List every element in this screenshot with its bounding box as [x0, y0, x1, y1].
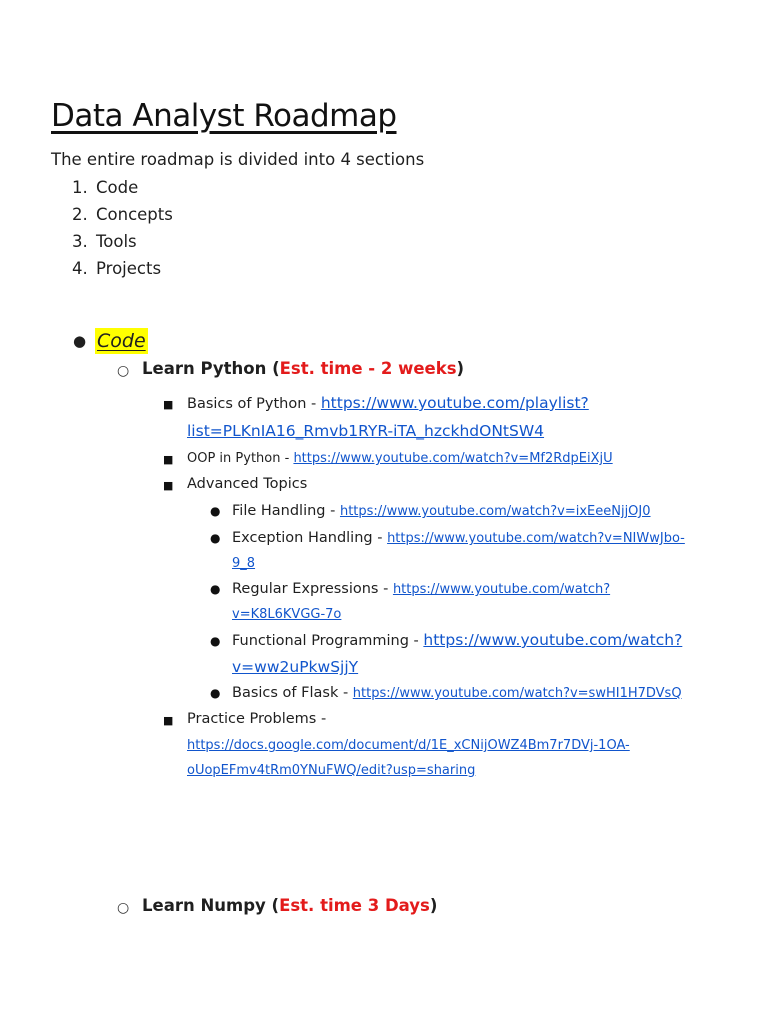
item-label: Basics of Flask -: [232, 685, 353, 701]
item-basics-of-flask: [232, 683, 682, 704]
basics-link-cont[interactable]: list=PLKnIA16_Rmvb1RYR-iTA_hzckhdONtSW4: [187, 422, 545, 440]
subheading-text: Learn Python (: [142, 359, 280, 378]
item-label: File Handling -: [232, 503, 340, 519]
item-file-handling: [232, 501, 651, 522]
subheading-learn-python: [142, 359, 464, 378]
circle-bullet-icon: ○: [117, 900, 130, 916]
estimate-time: Est. time - 2 weeks: [279, 359, 457, 378]
list-item: [72, 231, 173, 258]
list-label: Tools: [96, 232, 137, 251]
item-link-continuation: [187, 735, 630, 756]
dot-bullet-icon: ●: [210, 582, 221, 596]
exception-link-cont[interactable]: 9_8: [232, 556, 256, 571]
square-bullet-icon: ■: [163, 479, 174, 492]
subheading-close: ): [429, 896, 438, 915]
list-label: Code: [96, 178, 139, 197]
practice-link[interactable]: https://docs.google.com/document/d/1E_xCNijOWZ4Bm7r7DVj-1OA-: [187, 738, 630, 753]
item-link-continuation: [232, 553, 255, 574]
list-label: Projects: [96, 259, 162, 278]
section-heading-code: Code: [97, 330, 146, 352]
oop-link[interactable]: https://www.youtube.com/watch?v=Mf2RdpEiXjU: [293, 451, 613, 466]
item-link-continuation: [232, 604, 341, 625]
dot-bullet-icon: ●: [210, 686, 221, 700]
square-bullet-icon: ■: [163, 453, 174, 466]
item-regular-expressions: [232, 579, 610, 600]
intro-text: The entire roadmap is divided into 4 sections: [51, 150, 425, 169]
item-label: Exception Handling -: [232, 530, 388, 546]
circle-bullet-icon: ○: [117, 363, 130, 379]
dot-bullet-icon: ●: [210, 531, 221, 545]
item-link-continuation: [187, 421, 544, 442]
square-bullet-icon: ■: [163, 398, 174, 411]
item-basics-of-python: [187, 393, 589, 414]
item-link-continuation: [187, 760, 475, 781]
regex-link[interactable]: https://www.youtube.com/watch?: [392, 582, 611, 597]
item-exception-handling: [232, 528, 685, 549]
item-advanced-topics: Advanced Topics: [187, 476, 308, 492]
basics-link[interactable]: https://www.youtube.com/playlist?: [320, 394, 589, 412]
dot-bullet-icon: ●: [210, 504, 221, 518]
item-label: OOP in Python -: [187, 451, 294, 466]
list-number: 4.: [72, 259, 88, 278]
square-bullet-icon: ■: [163, 714, 174, 727]
exception-link[interactable]: https://www.youtube.com/watch?v=NIWwJbo-: [387, 531, 685, 546]
item-label: Regular Expressions -: [232, 581, 393, 597]
list-number: 1.: [72, 178, 88, 197]
item-link-continuation: [232, 657, 358, 678]
document-title: Data Analyst Roadmap: [51, 98, 397, 134]
flask-link[interactable]: https://www.youtube.com/watch?v=swHI1H7DVsQ: [352, 686, 682, 701]
subheading-close: ): [456, 359, 465, 378]
item-oop-python: [187, 449, 613, 469]
list-item: [72, 204, 173, 231]
dot-bullet-icon: ●: [210, 634, 221, 648]
item-practice-problems: Practice Problems -: [187, 711, 327, 727]
functional-link-cont[interactable]: v=ww2uPkwSjjY: [232, 658, 359, 676]
subheading-text: Learn Numpy (: [142, 896, 280, 915]
functional-link[interactable]: https://www.youtube.com/watch?: [423, 631, 683, 649]
item-label: Basics of Python -: [187, 396, 321, 412]
subheading-learn-numpy: [142, 896, 437, 915]
item-functional-programming: [232, 630, 682, 651]
practice-link-cont[interactable]: oUopEFmv4tRm0YNuFWQ/edit?usp=sharing: [187, 763, 476, 778]
list-label: Concepts: [96, 205, 173, 224]
list-number: 3.: [72, 232, 88, 251]
file-handling-link[interactable]: https://www.youtube.com/watch?v=ixEeeNjjOJ0: [339, 504, 651, 519]
list-item: [72, 258, 173, 285]
regex-link-cont[interactable]: v=K8L6KVGG-7o: [232, 607, 342, 622]
estimate-time: Est. time 3 Days: [279, 896, 430, 915]
bullet-icon: ●: [73, 332, 87, 350]
list-item: [72, 177, 173, 204]
sections-list: [72, 177, 173, 285]
list-number: 2.: [72, 205, 88, 224]
item-label: Functional Programming -: [232, 633, 424, 649]
